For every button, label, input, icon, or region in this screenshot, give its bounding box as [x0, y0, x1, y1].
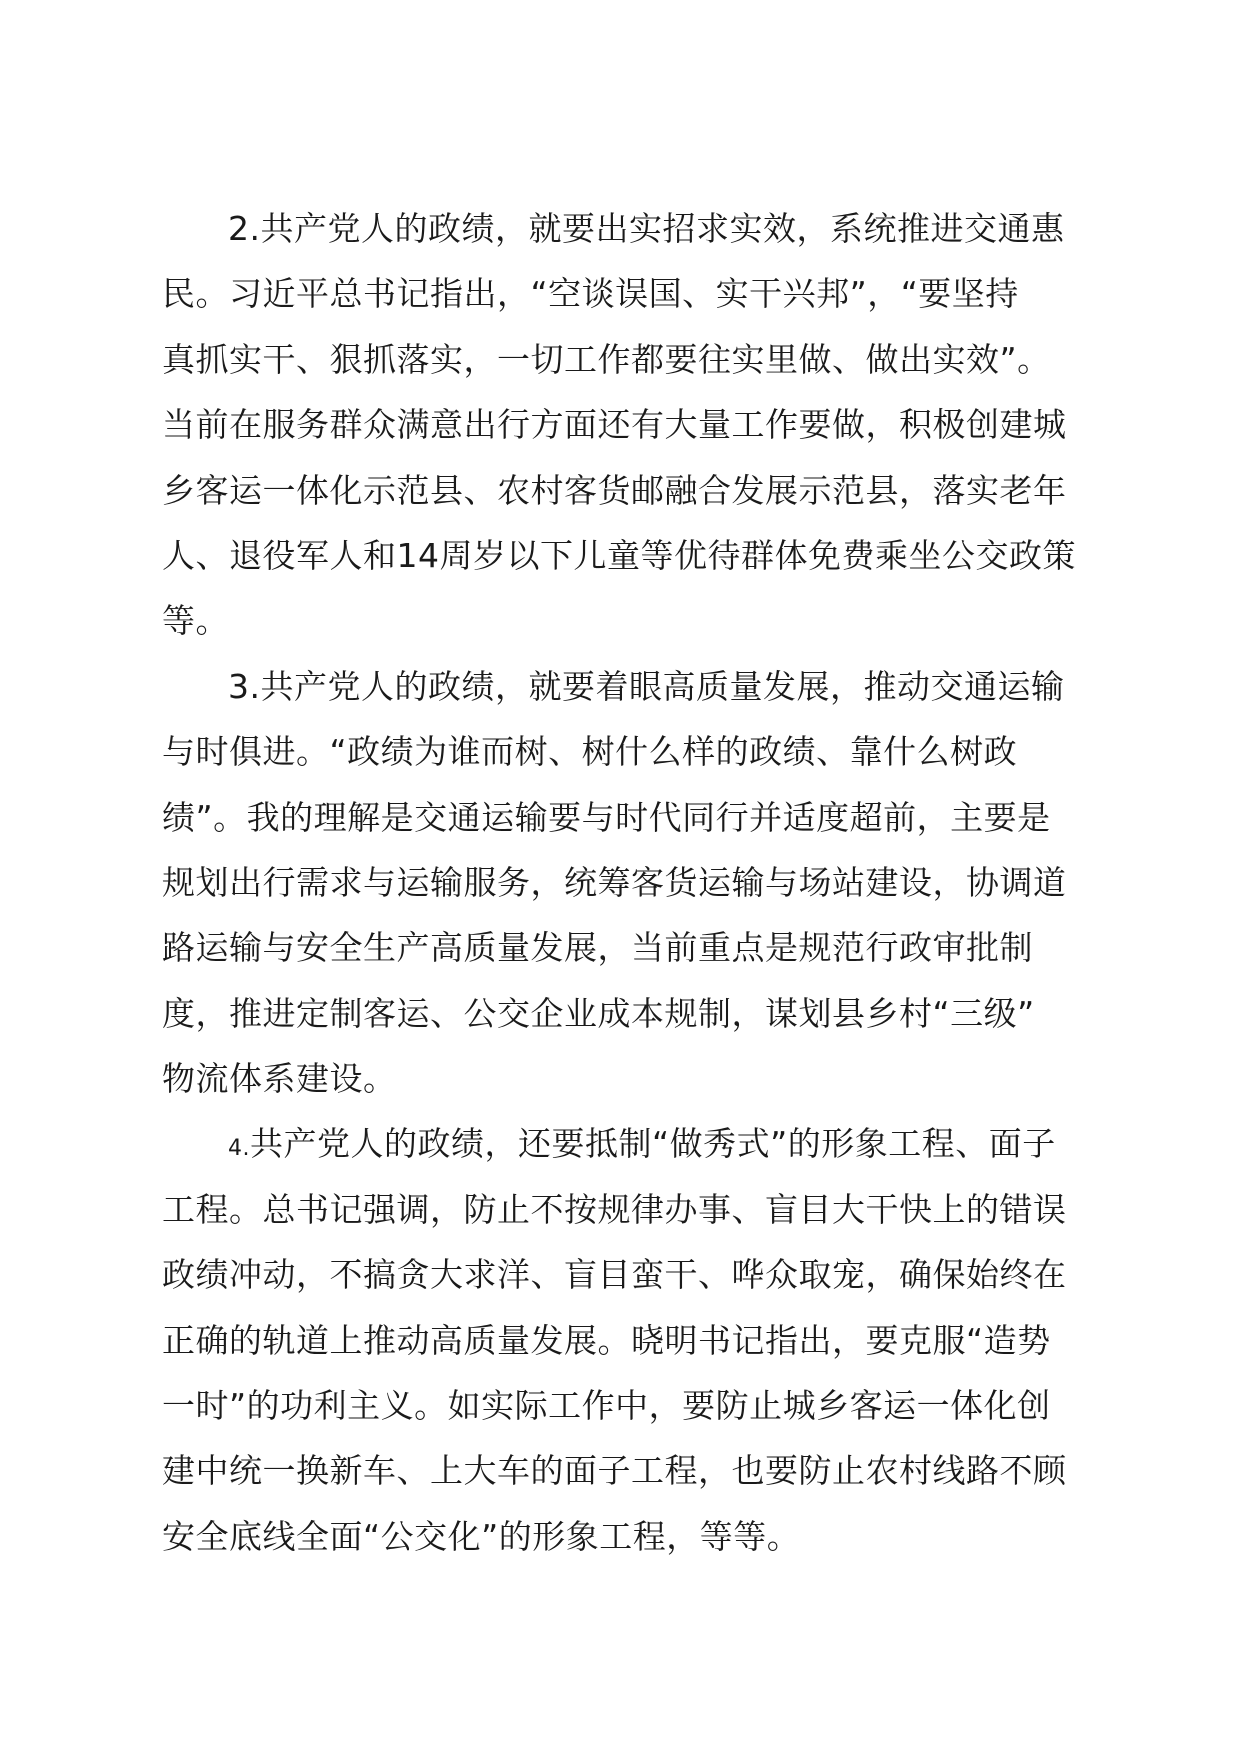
text-line: 当前在服务群众满意出行方面还有大量工作要做，积极创建城 [162, 405, 1067, 445]
document-body [162, 196, 1092, 1569]
text-line: 物流体系建设。 [162, 1059, 397, 1099]
text-line: 一时”的功利主义。如实际工作中，要防止城乡客运一体化创 [162, 1386, 1051, 1426]
text-line [162, 1111, 1092, 1176]
paragraph-number: 4. [228, 1136, 250, 1162]
text-line: 等。 [162, 601, 229, 641]
text-line: 规划出行需求与运输服务，统筹客货运输与场站建设，协调道 [162, 862, 1067, 902]
text-line: 绩”。我的理解是交通运输要与时代同行并适度超前，主要是 [162, 797, 1051, 837]
text-line: 建中统一换新车、上大车的面子工程，也要防止农村线路不顾 [162, 1451, 1067, 1491]
text-line: 正确的轨道上推动高质量发展。晓明书记指出，要克服“造势 [162, 1320, 1051, 1360]
text-line: 民。习近平总书记指出，“空谈误国、实干兴邦”，“要坚持 [162, 274, 1019, 314]
text-line: 真抓实干、狠抓落实，一切工作都要往实里做、做出实效”。 [162, 339, 1051, 379]
text-line: 度，推进定制客运、公交企业成本规制，谋划县乡村“三级” [162, 993, 1035, 1033]
text-line: 人、退役军人和14周岁以下儿童等优待群体免费乘坐公交政策 [162, 535, 1076, 575]
paragraph-3 [162, 654, 1092, 1112]
text-line: 政绩冲动，不搞贪大求洋、盲目蛮干、哗众取宠，确保始终在 [162, 1255, 1067, 1295]
text-line: 乡客运一体化示范县、农村客货邮融合发展示范县，落实老年 [162, 470, 1067, 510]
text-line: 安全底线全面“公交化”的形象工程，等等。 [162, 1516, 801, 1556]
text-line: 工程。总书记强调，防止不按规律办事、盲目大干快上的错误 [162, 1189, 1067, 1229]
text-line: 2.共产党人的政绩，就要出实招求实效，系统推进交通惠 [228, 209, 1065, 248]
text-line: 与时俱进。“政绩为谁而树、树什么样的政绩、靠什么树政 [162, 732, 1018, 772]
text-line: 路运输与安全生产高质量发展，当前重点是规范行政审批制 [162, 928, 1033, 968]
text-line: 3.共产党人的政绩，就要着眼高质量发展，推动交通运输 [228, 666, 1065, 706]
text-line-content: 共产党人的政绩，还要抵制“做秀式”的形象工程、面子 [250, 1124, 1056, 1164]
paragraph-2 [162, 196, 1092, 654]
paragraph-4 [162, 1111, 1092, 1569]
